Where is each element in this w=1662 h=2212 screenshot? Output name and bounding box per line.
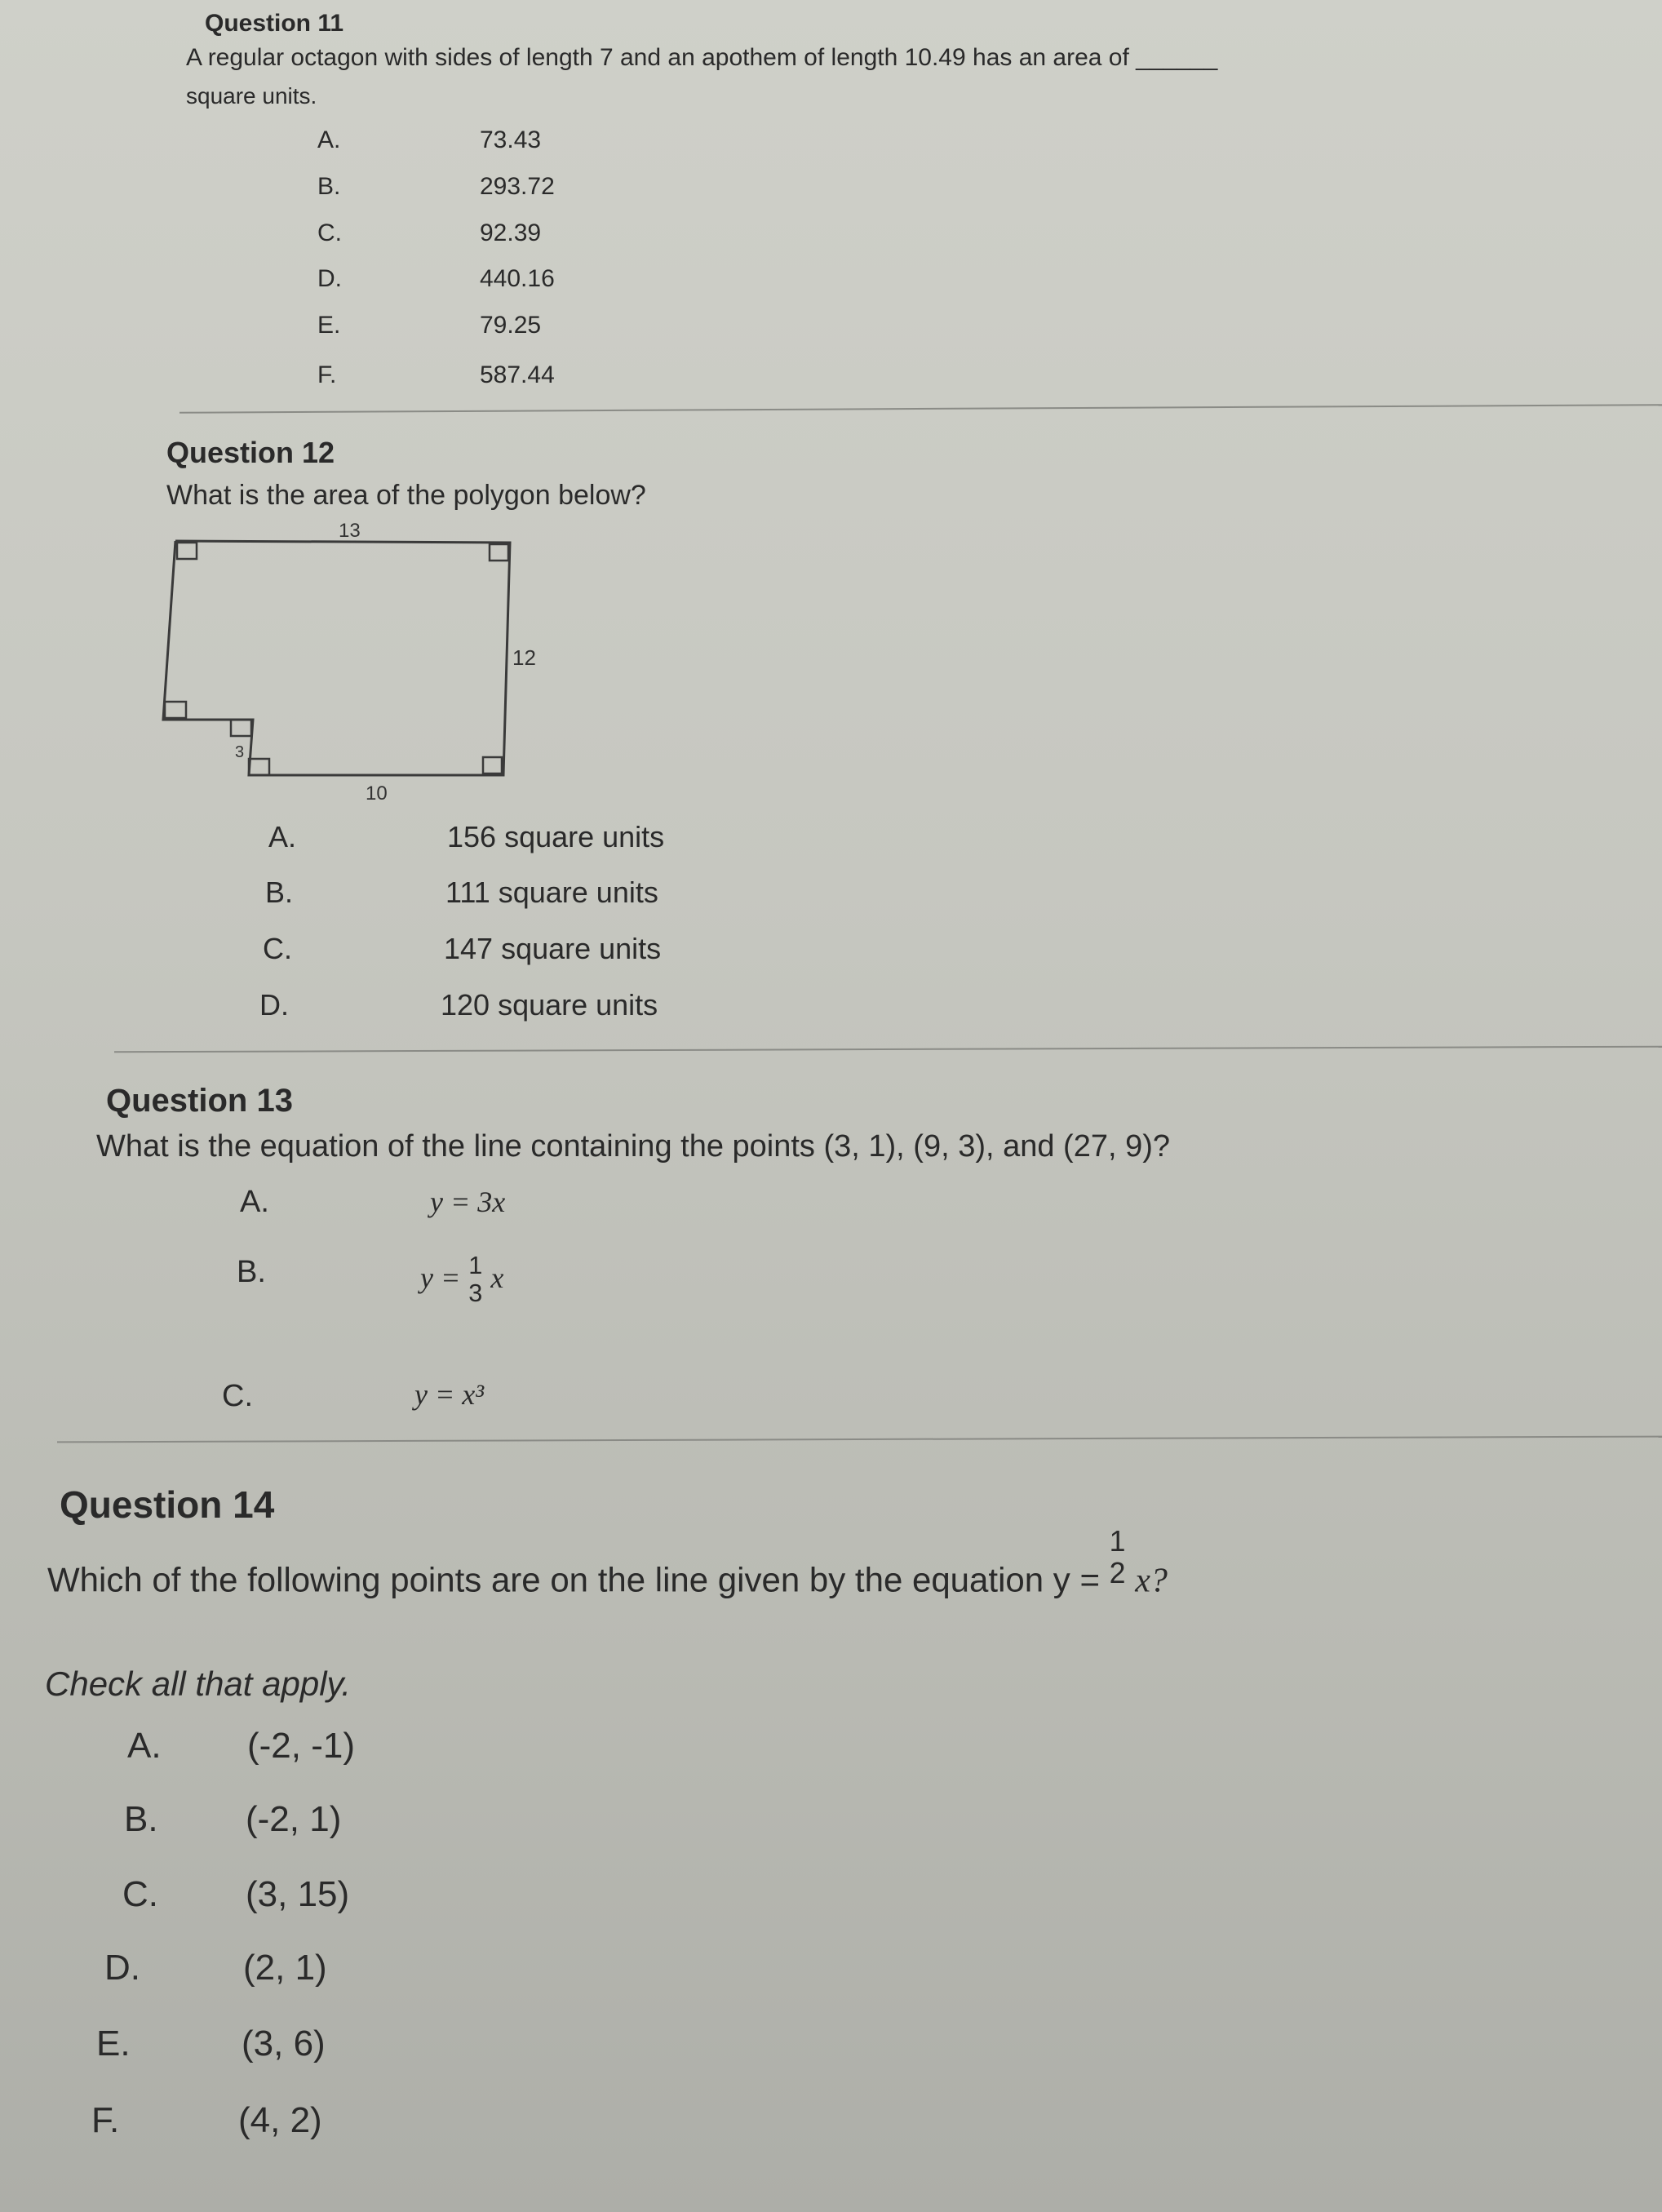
option-value[interactable]: 587.44: [480, 361, 555, 388]
option-letter[interactable]: B.: [265, 875, 294, 909]
label-bottom: 10: [366, 782, 388, 805]
option-letter[interactable]: A.: [240, 1185, 269, 1219]
question-14-title: Question 14: [60, 1483, 275, 1526]
option-letter[interactable]: F.: [91, 2100, 120, 2140]
option-value[interactable]: 147 square units: [444, 932, 662, 965]
option-value[interactable]: 156 square units: [447, 820, 665, 853]
option-value[interactable]: 111 square units: [445, 875, 658, 909]
option-letter[interactable]: D.: [259, 988, 289, 1022]
denominator: 2: [1109, 1557, 1126, 1590]
option-value[interactable]: (4, 2): [238, 2100, 322, 2140]
question-text: Which of the following points are on the line given by the equation y =: [47, 1560, 1100, 1599]
option-value[interactable]: (2, 1): [243, 1948, 327, 1988]
numerator: 1: [468, 1252, 483, 1279]
question-11-title: Question 11: [205, 10, 344, 37]
option-value[interactable]: [430, 1185, 505, 1219]
option-letter[interactable]: A.: [317, 126, 341, 153]
option-letter[interactable]: E.: [96, 2024, 131, 2063]
equation-variable: x?: [1135, 1562, 1168, 1600]
option-letter[interactable]: B.: [124, 1799, 158, 1839]
question-11-text-cont: square units.: [186, 83, 317, 109]
option-value[interactable]: (3, 6): [242, 2024, 326, 2063]
option-value[interactable]: 73.43: [480, 126, 542, 153]
denominator: 3: [468, 1279, 483, 1307]
question-14-text: [47, 1525, 1168, 1615]
divider: [57, 1436, 1662, 1443]
equation-lhs: y =: [420, 1261, 461, 1295]
option-letter[interactable]: B.: [317, 173, 341, 200]
label-top: 13: [339, 520, 361, 542]
option-value[interactable]: 440.16: [480, 265, 555, 292]
fraction: [468, 1252, 482, 1307]
option-letter[interactable]: C.: [122, 1874, 158, 1914]
label-right: 12: [512, 645, 536, 670]
option-letter[interactable]: A.: [127, 1726, 162, 1766]
question-13-title: Question 13: [106, 1083, 293, 1119]
numerator: 1: [1109, 1525, 1126, 1558]
equation: y = 3x: [430, 1186, 506, 1218]
option-letter[interactable]: C.: [317, 219, 342, 246]
option-value[interactable]: 92.39: [480, 219, 542, 246]
option-letter[interactable]: D.: [317, 265, 342, 292]
option-value[interactable]: 120 square units: [441, 988, 658, 1022]
question-12-title: Question 12: [166, 436, 335, 469]
option-value[interactable]: (-2, 1): [246, 1799, 342, 1839]
option-letter[interactable]: C.: [222, 1379, 253, 1413]
option-letter[interactable]: A.: [268, 820, 297, 853]
label-notch: 3: [235, 743, 245, 761]
question-11-text: A regular octagon with sides of length 7 and an apothem of length 10.49 has an area of ______: [186, 44, 1218, 71]
option-value[interactable]: 79.25: [480, 312, 542, 339]
right-angle-marks: [165, 543, 508, 775]
option-letter[interactable]: F.: [317, 361, 337, 388]
question-12-text: What is the area of the polygon below?: [166, 480, 646, 511]
equation: y = x³: [414, 1378, 485, 1411]
option-value[interactable]: (-2, -1): [247, 1726, 355, 1766]
option-value[interactable]: (3, 15): [246, 1874, 350, 1914]
divider: [114, 1046, 1662, 1053]
option-value[interactable]: [414, 1377, 484, 1412]
option-letter[interactable]: C.: [263, 932, 292, 965]
option-letter[interactable]: E.: [317, 312, 341, 339]
check-all-instruction: Check all that apply.: [45, 1665, 352, 1703]
option-letter[interactable]: B.: [237, 1255, 266, 1289]
polygon-shape: [163, 541, 510, 775]
question-13-text: What is the equation of the line containing the points (3, 1), (9, 3), and (27, 9)?: [96, 1129, 1171, 1164]
equation-variable: x: [490, 1261, 504, 1295]
fraction: [1110, 1526, 1126, 1590]
option-letter[interactable]: D.: [104, 1948, 140, 1988]
option-value[interactable]: 293.72: [480, 173, 555, 200]
option-value[interactable]: [420, 1252, 503, 1307]
polygon-diagram: [0, 0, 653, 824]
